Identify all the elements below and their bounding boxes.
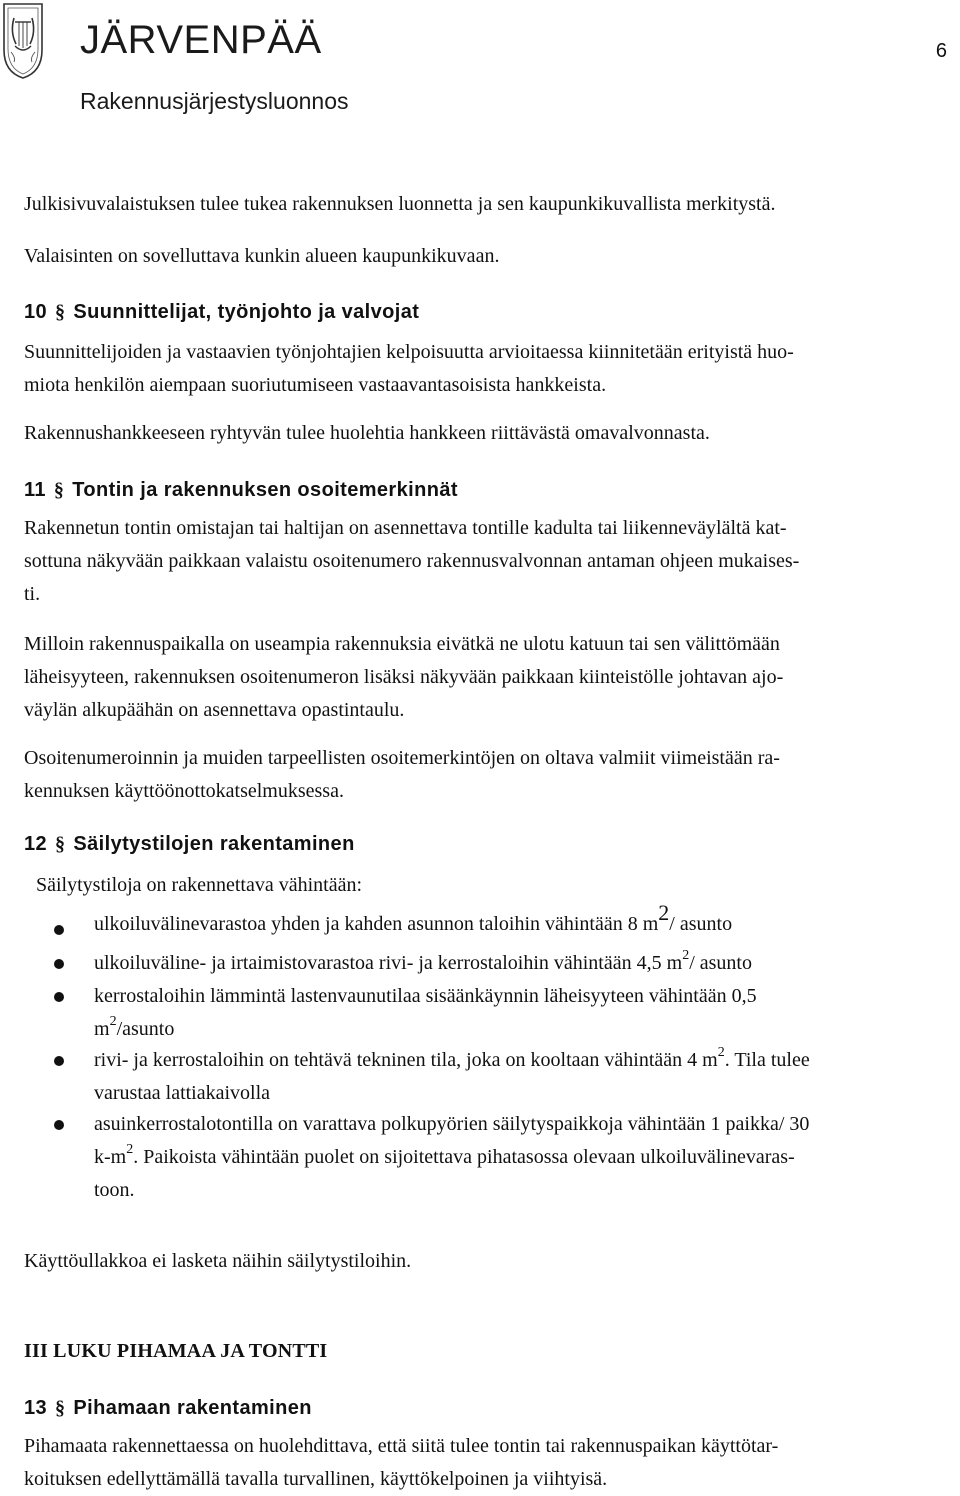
document-subtitle: Rakennusjärjestysluonnos [80, 88, 349, 114]
paragraph: Valaisinten on sovelluttava kunkin alueen kaupunkikuvaan. [24, 245, 500, 267]
section-number: 12 [24, 833, 48, 855]
paragraph: Rakennushankkeeseen ryhtyvän tulee huolehtia hankkeen riittävästä omavalvonnasta. [24, 422, 710, 444]
list-item: ulkoiluväline- ja irtaimistovarastoa rivi- ja kerrostaloihin vähintään 4,5 $m^2/$ asunto [94, 948, 752, 974]
section-symbol: § [53, 479, 65, 501]
list-item: asuinkerrostalotontilla on varattava polkupyörien säilytyspaikkoja vähintään 1 paikka/ 30 $k-m^2$. Paikoista vähintään puolet on sijoitettava pihatasossa olevaan ulkoiluvälinevaras- toon. [94, 1113, 810, 1201]
paragraph [24, 628, 954, 727]
text-line: miota henkilön aiempaan suoriutumiseen vastaavantasoisista hankkeista. [24, 374, 607, 396]
section-heading-13 [24, 1394, 312, 1422]
bullet-dot-icon [54, 992, 64, 1002]
text-line: Rakennetun tontin omistajan tai haltijan on asennettava tontille kadulta tai liikenneväylältä kat- [24, 517, 787, 539]
chapter-heading: III LUKU PIHAMAA JA TONTTI [24, 1340, 328, 1362]
section-number: 13 [24, 1397, 48, 1419]
section-heading-12 [24, 830, 355, 858]
text-line: Suunnittelijoiden ja vastaavien työnjohtajien kelpoisuutta arvioitaessa kiinnitetään erityistä huo- [24, 341, 794, 363]
section-heading-11 [24, 476, 458, 504]
section-title: Suunnittelijat, työnjohto ja valvojat [73, 301, 420, 323]
text-line: väylän alkupäähän on asennettava opastintaulu. [24, 699, 405, 721]
page-number: 6 [935, 40, 947, 62]
section-symbol: § [55, 833, 66, 855]
text-line: sottuna näkyvään paikkaan valaistu osoitenumero rakennusvalvonnan antaman ohjeen mukaises- [24, 550, 800, 572]
paragraph [24, 742, 954, 808]
section-title: Tontin ja rakennuksen osoitemerkinnät [72, 479, 458, 501]
section-number: 10 [24, 301, 48, 323]
section-heading-10 [24, 298, 419, 326]
list-item: rivi- ja kerrostaloihin on tehtävä tekninen tila, joka on kooltaan vähintään 4 $m^2$. Tila tulee varustaa lattiakaivolla [94, 1045, 810, 1104]
text-line: kennuksen käyttöönottokatselmuksessa. [24, 780, 344, 802]
city-brand-name: JÄRVENPÄÄ [80, 18, 322, 62]
bullet-dot-icon [54, 1056, 64, 1066]
city-crest-lyre-icon [2, 2, 44, 80]
text-line: koituksen edellyttämällä tavalla turvallinen, käyttökelpoinen ja viihtyisä. [24, 1468, 608, 1490]
paragraph [24, 1430, 954, 1496]
paragraph [24, 336, 954, 402]
text-line: Pihamaata rakennettaessa on huolehdittava, että siitä tulee tontin tai rakennuspaikan käyttötar- [24, 1435, 779, 1457]
paragraph: Säilytystiloja on rakennettava vähintään: [36, 874, 363, 896]
text-line: Osoitenumeroinnin ja muiden tarpeellisten osoitemerkintöjen on oltava valmiit viimeistään ra- [24, 747, 780, 769]
paragraph: Käyttöullakkoa ei lasketa näihin säilytystiloihin. [24, 1250, 412, 1272]
bullet-dot-icon [54, 925, 64, 935]
text-line: ti. [24, 583, 41, 605]
paragraph: Julkisivuvalaistuksen tulee tukea rakennuksen luonnetta ja sen kaupunkikuvallista merkitystä. [24, 193, 776, 215]
list-item: kerrostaloihin lämmintä lastenvaunutilaa sisäänkäynnin läheisyyteen vähintään 0,5 $m^2$/asunto [94, 985, 757, 1040]
section-symbol: § [55, 301, 66, 323]
bullet-dot-icon [54, 959, 64, 969]
paragraph [24, 512, 954, 611]
section-title: Säilytystilojen rakentaminen [73, 833, 355, 855]
section-symbol: § [55, 1397, 66, 1419]
bullet-dot-icon [54, 1120, 64, 1130]
text-line: läheisyyteen, rakennuksen osoitenumeron lisäksi näkyvään paikkaan kiinteistölle johtavan ajo- [24, 666, 784, 688]
text-line: Milloin rakennuspaikalla on useampia rakennuksia eivätkä ne ulotu katuun tai sen välittömään [24, 633, 780, 655]
list-item: ulkoiluvälinevarastoa yhden ja kahden asunnon taloihin vähintään 8 $m^2/$ asunto [94, 900, 733, 935]
section-title: Pihamaan rakentaminen [73, 1397, 312, 1419]
section-number: 11 [24, 479, 46, 501]
